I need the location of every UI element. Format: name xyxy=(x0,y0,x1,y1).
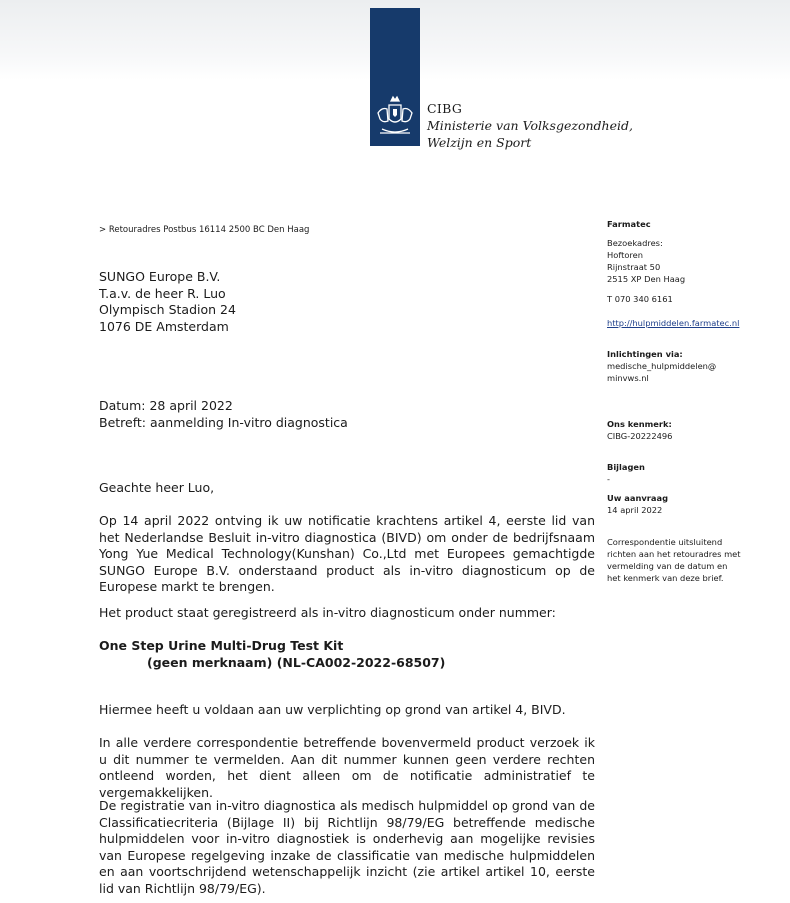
product-heading xyxy=(99,638,445,671)
sidebar-url-link[interactable]: http://hulpmiddelen.farmatec.nl xyxy=(607,318,740,328)
product-number: (geen merknaam) (NL-CA002-2022-68507) xyxy=(147,654,446,670)
note-line2: richten aan het retouradres met xyxy=(607,549,741,559)
org-short-name: CIBG xyxy=(427,101,463,116)
attachments-label: Bijlagen xyxy=(607,462,645,472)
sidebar-department xyxy=(607,218,651,230)
sidebar-info xyxy=(607,348,716,384)
visit-label: Bezoekadres: xyxy=(607,238,663,248)
note-line1: Correspondentie uitsluitend xyxy=(607,537,723,547)
sidebar-request xyxy=(607,492,668,516)
visit-building: Hoftoren xyxy=(607,250,644,260)
note-line3: vermelding van de datum en xyxy=(607,561,728,571)
request-value: 14 april 2022 xyxy=(607,505,663,515)
info-email-line1: medische_hulpmiddelen@ xyxy=(607,361,717,371)
recipient-company: SUNGO Europe B.V. xyxy=(99,269,221,284)
request-label: Uw aanvraag xyxy=(607,493,669,503)
attachments-value: - xyxy=(607,474,610,484)
paragraph-notification: Op 14 april 2022 ontving ik uw notificatie krachtens artikel 4, eerste lid van het Nederlandse Besluit in-vitro diagnostica (BIVD) om onder de bedrijfsnaam Yong Yue Medical Technology(Kunshan) Co.,Ltd met Europees gemachtigde SUNGO Europe B.V. onderstaand product als in-vitro diagnosticum op de Europese markt te brengen. xyxy=(99,513,595,594)
department-name: Farmatec xyxy=(607,219,651,229)
letter-meta xyxy=(99,398,348,431)
note-line4: het kenmerk van deze brief. xyxy=(607,573,724,583)
salutation: Geachte heer Luo, xyxy=(99,480,215,495)
sidebar-url-wrap xyxy=(607,317,739,329)
paragraph-correspondence: In alle verdere correspondentie betreffende bovenvermeld product verzoek ik u dit nummer te vermelden. Aan dit nummer kunnen geen verdere rechten ontleend worden, het dient alleen om de notificatie administratief te vergemakkelijken. xyxy=(99,735,595,800)
sidebar-visit-address xyxy=(607,237,685,285)
recipient-city: 1076 DE Amsterdam xyxy=(99,318,229,334)
recipient-attention: T.a.v. de heer R. Luo xyxy=(99,285,226,301)
return-address: > Retouradres Postbus 16114 2500 BC Den Haag xyxy=(99,225,310,235)
reference-label: Ons kenmerk: xyxy=(607,419,672,429)
recipient-street: Olympisch Stadion 24 xyxy=(99,302,236,317)
ministry-name-line1: Ministerie van Volksgezondheid, xyxy=(427,118,633,133)
letter-subject: Betreft: aanmelding In-vitro diagnostica xyxy=(99,414,348,430)
sidebar-attachments xyxy=(607,461,645,485)
ministry-name-line2: Welzijn en Sport xyxy=(427,135,532,150)
recipient-address xyxy=(99,269,236,335)
coat-of-arms-icon xyxy=(372,95,418,143)
info-email-line2: minvws.nl xyxy=(607,373,649,383)
reference-value: CIBG-20222496 xyxy=(607,431,673,441)
sidebar-phone: T 070 340 6161 xyxy=(607,294,673,304)
sidebar-note xyxy=(607,536,741,584)
paragraph-classification: De registratie van in-vitro diagnostica als medisch hulpmiddel op grond van de Classificatiecriteria (Bijlage II) bij Richtlijn 98/79/EG betreffende medische hulpmiddelen voor in-vitro diagnostiek is onderhevig aan mogelijke revisies van Europese regelgeving inzake de classificatie van medische hulpmiddelen en aan voortschrijdend wetenschappelijk inzicht (zie artikel artikel 10, eerste lid van Richtlijn 98/79/EG). xyxy=(99,798,595,896)
paragraph-registration: Het product staat geregistreerd als in-vitro diagnosticum onder nummer: xyxy=(99,605,556,620)
sidebar-reference xyxy=(607,418,672,442)
visit-city: 2515 XP Den Haag xyxy=(607,274,686,284)
visit-street: Rijnstraat 50 xyxy=(607,262,661,272)
letter-date: Datum: 28 april 2022 xyxy=(99,398,233,413)
organization-name xyxy=(427,101,633,151)
info-label: Inlichtingen via: xyxy=(607,349,683,359)
paragraph-obligation: Hiermee heeft u voldaan aan uw verplichting op grond van artikel 4, BIVD. xyxy=(99,702,566,717)
product-name: One Step Urine Multi-Drug Test Kit xyxy=(99,638,344,653)
